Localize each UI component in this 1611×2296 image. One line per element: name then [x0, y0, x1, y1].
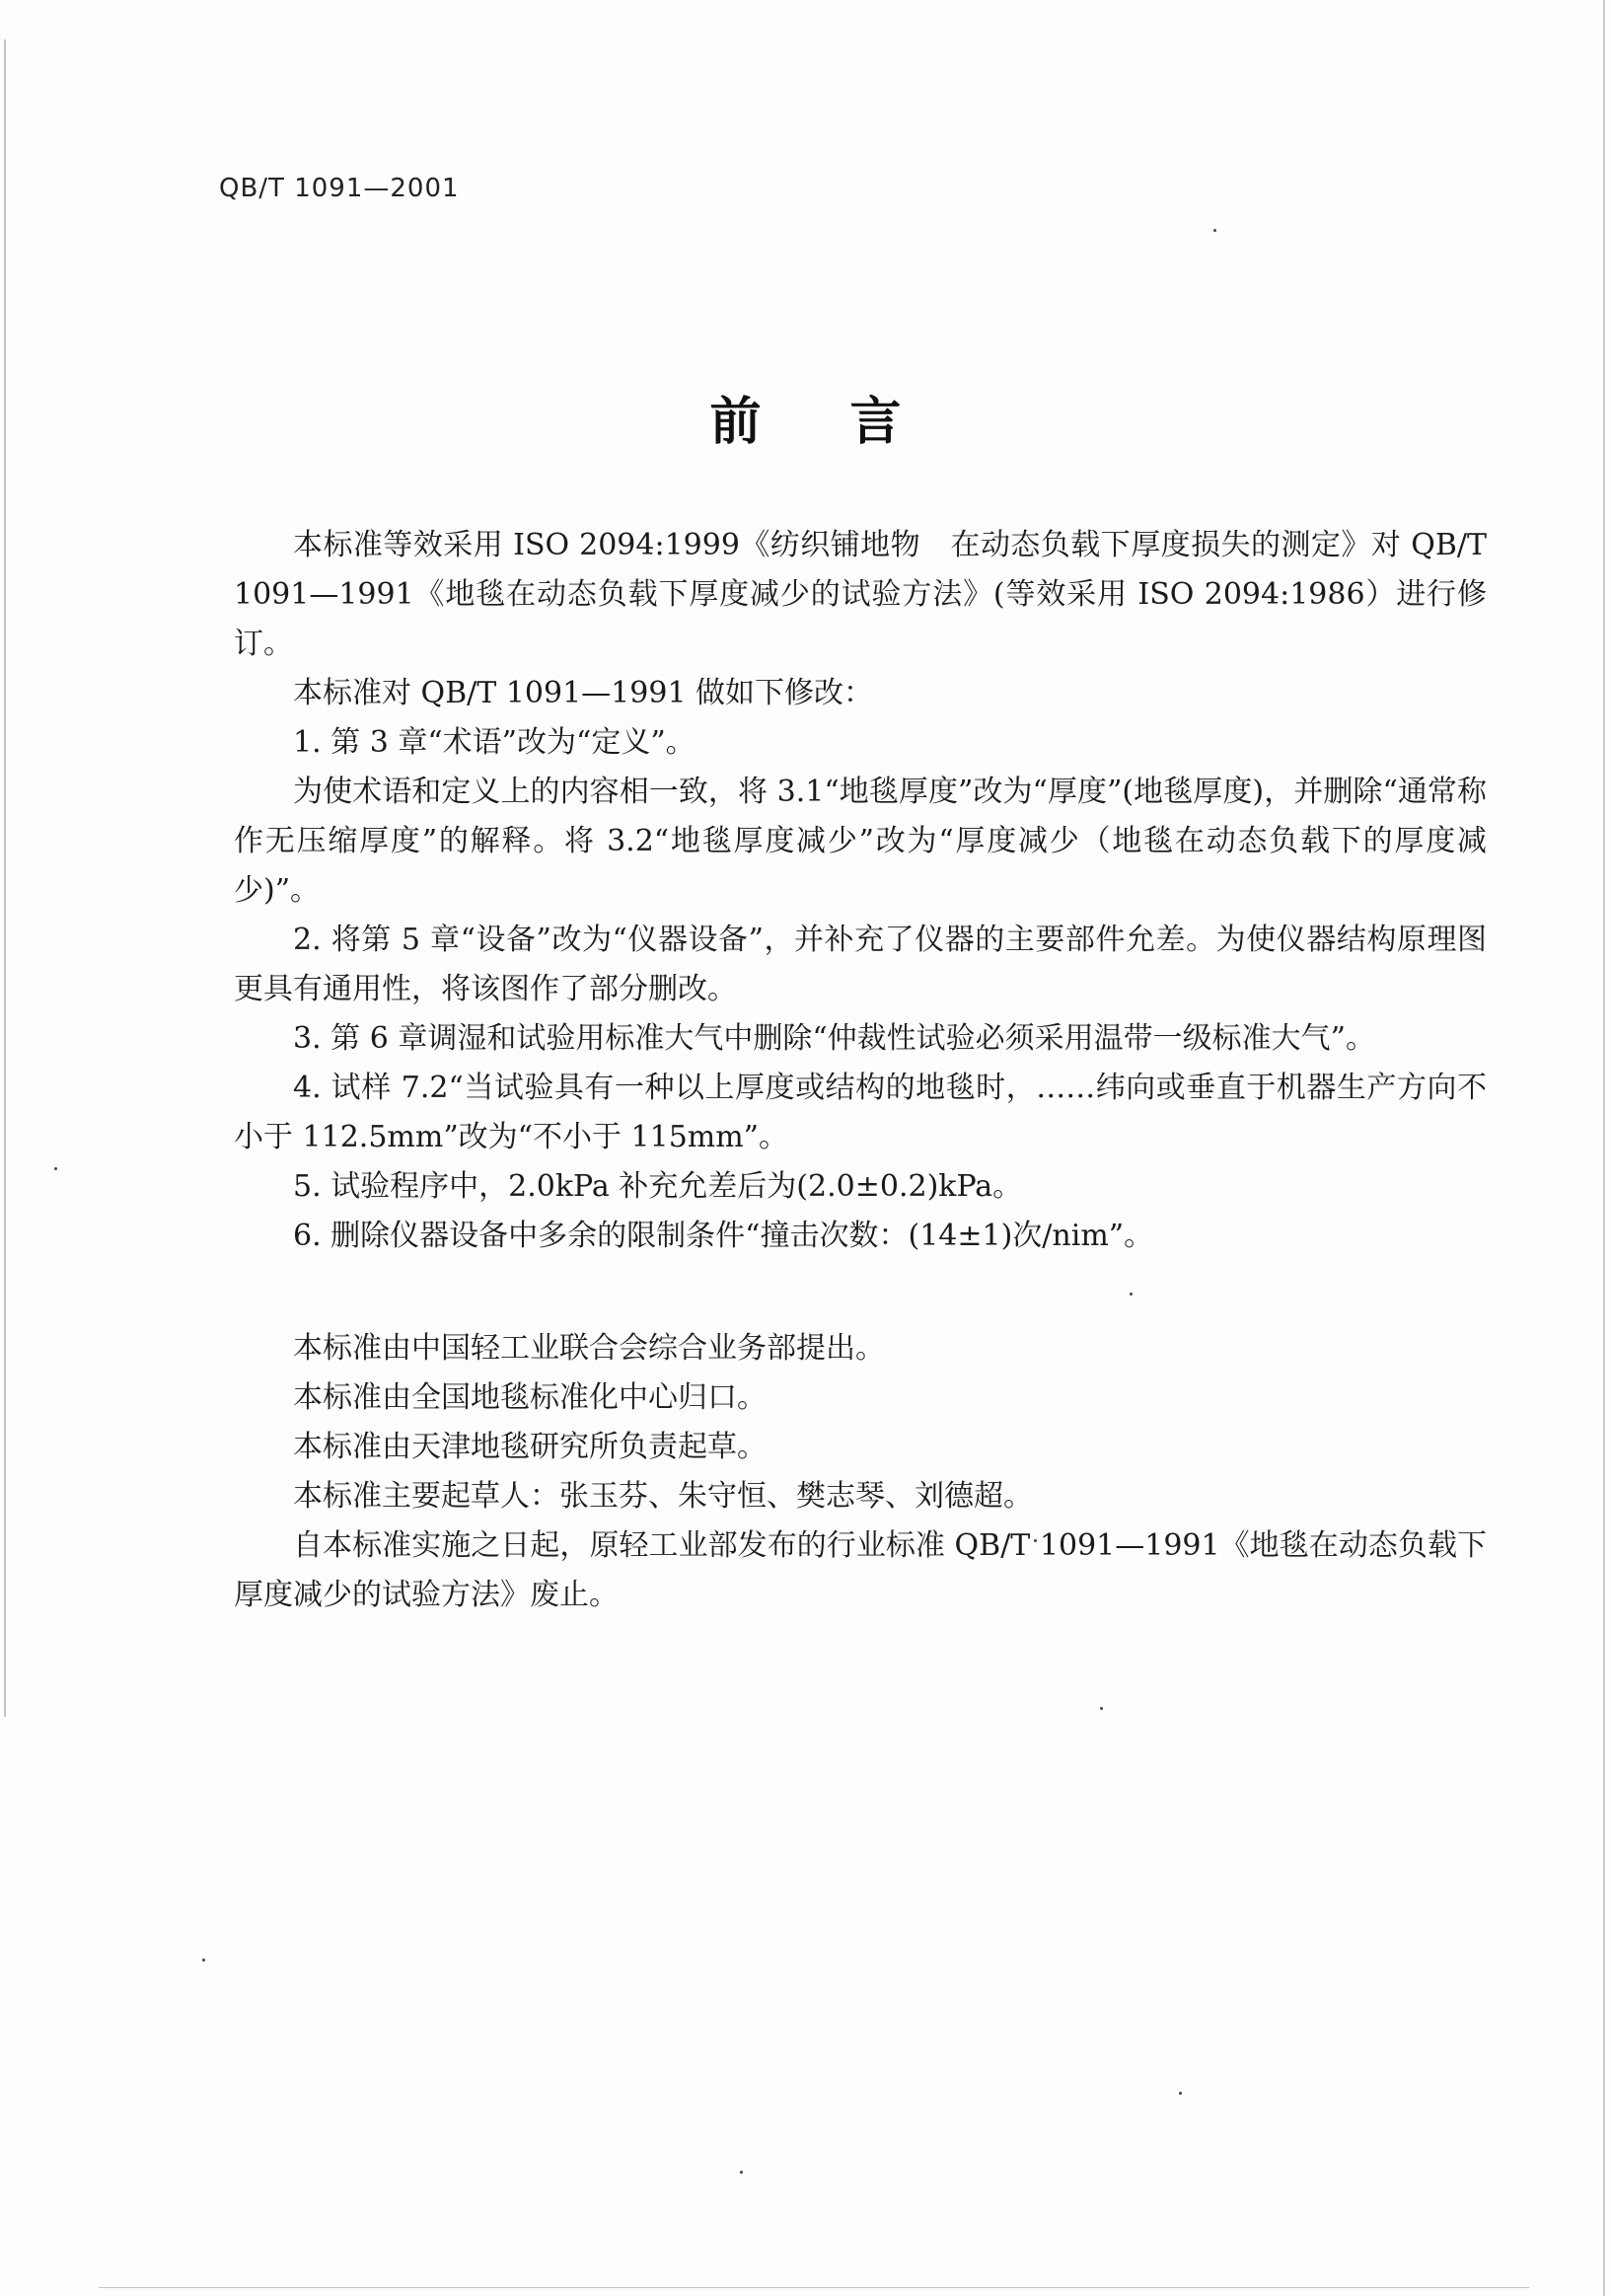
scan-bottom-line	[99, 2287, 1529, 2288]
scan-speck	[1179, 2092, 1182, 2095]
paragraph: 1. 第 3 章“术语”改为“定义”。	[293, 725, 696, 760]
paragraph: 本标准由天津地毯研究所负责起草。	[293, 1430, 767, 1464]
scan-speck	[1100, 1707, 1103, 1710]
paragraph: 为使术语和定义上的内容相一致，将 3.1“地毯厚度”改为“厚度”(地毯厚度)，并删除“通常称作无压缩厚度”的解释。将 3.2“地毯厚度减少”改为“厚度减少（地毯在动态负载下的厚度减少)”。	[234, 775, 1487, 908]
scan-edge-left	[4, 39, 6, 1717]
paragraph: 本标准主要起草人：张玉芬、朱守恒、樊志琴、刘德超。	[293, 1479, 1033, 1514]
section-gap	[234, 1261, 1487, 1324]
paragraph: 本标准由全国地毯标准化中心归口。	[293, 1380, 767, 1415]
paragraph: 2. 将第 5 章“设备”改为“仪器设备”，并补充了仪器的主要部件允差。为使仪器结构原理图更具有通用性，将该图作了部分删改。	[234, 923, 1487, 1006]
scan-speck	[1213, 229, 1216, 232]
scan-speck	[54, 1167, 57, 1170]
paragraph: 5. 试验程序中，2.0kPa 补充允差后为(2.0±0.2)kPa。	[293, 1169, 1023, 1204]
paragraph: 6. 删除仪器设备中多余的限制条件“撞击次数：(14±1)次/nim”。	[293, 1219, 1154, 1253]
paragraph: 4. 试样 7.2“当试验具有一种以上厚度或结构的地毯时，……纬向或垂直于机器生产方向不小于 112.5mm”改为“不小于 115mm”。	[234, 1071, 1487, 1154]
scan-speck	[202, 1959, 205, 1962]
document-body	[234, 521, 1487, 1620]
page-title: 前言	[709, 392, 990, 452]
paragraph: 本标准对 QB/T 1091—1991 做如下修改：	[293, 676, 874, 710]
scan-speck	[740, 2171, 743, 2174]
paragraph: 本标准由中国轻工业联合会综合业务部提出。	[293, 1331, 885, 1366]
standard-code: QB/T 1091—2001	[219, 174, 460, 203]
scan-edge-right	[1603, 0, 1605, 2296]
paragraph: 3. 第 6 章调湿和试验用标准大气中删除“仲裁性试验必须采用温带一级标准大气”。	[293, 1021, 1375, 1056]
paragraph: 自本标准实施之日起，原轻工业部发布的行业标准 QB/T 1091—1991《地毯在动态负载下厚度减少的试验方法》废止。	[234, 1528, 1487, 1612]
paragraph: 本标准等效采用 ISO 2094:1999《纺织铺地物 在动态负载下厚度损失的测定》对 QB/T 1091—1991《地毯在动态负载下厚度减少的试验方法》(等效采用 ISO 2094:1986）进行修订。	[234, 528, 1487, 661]
